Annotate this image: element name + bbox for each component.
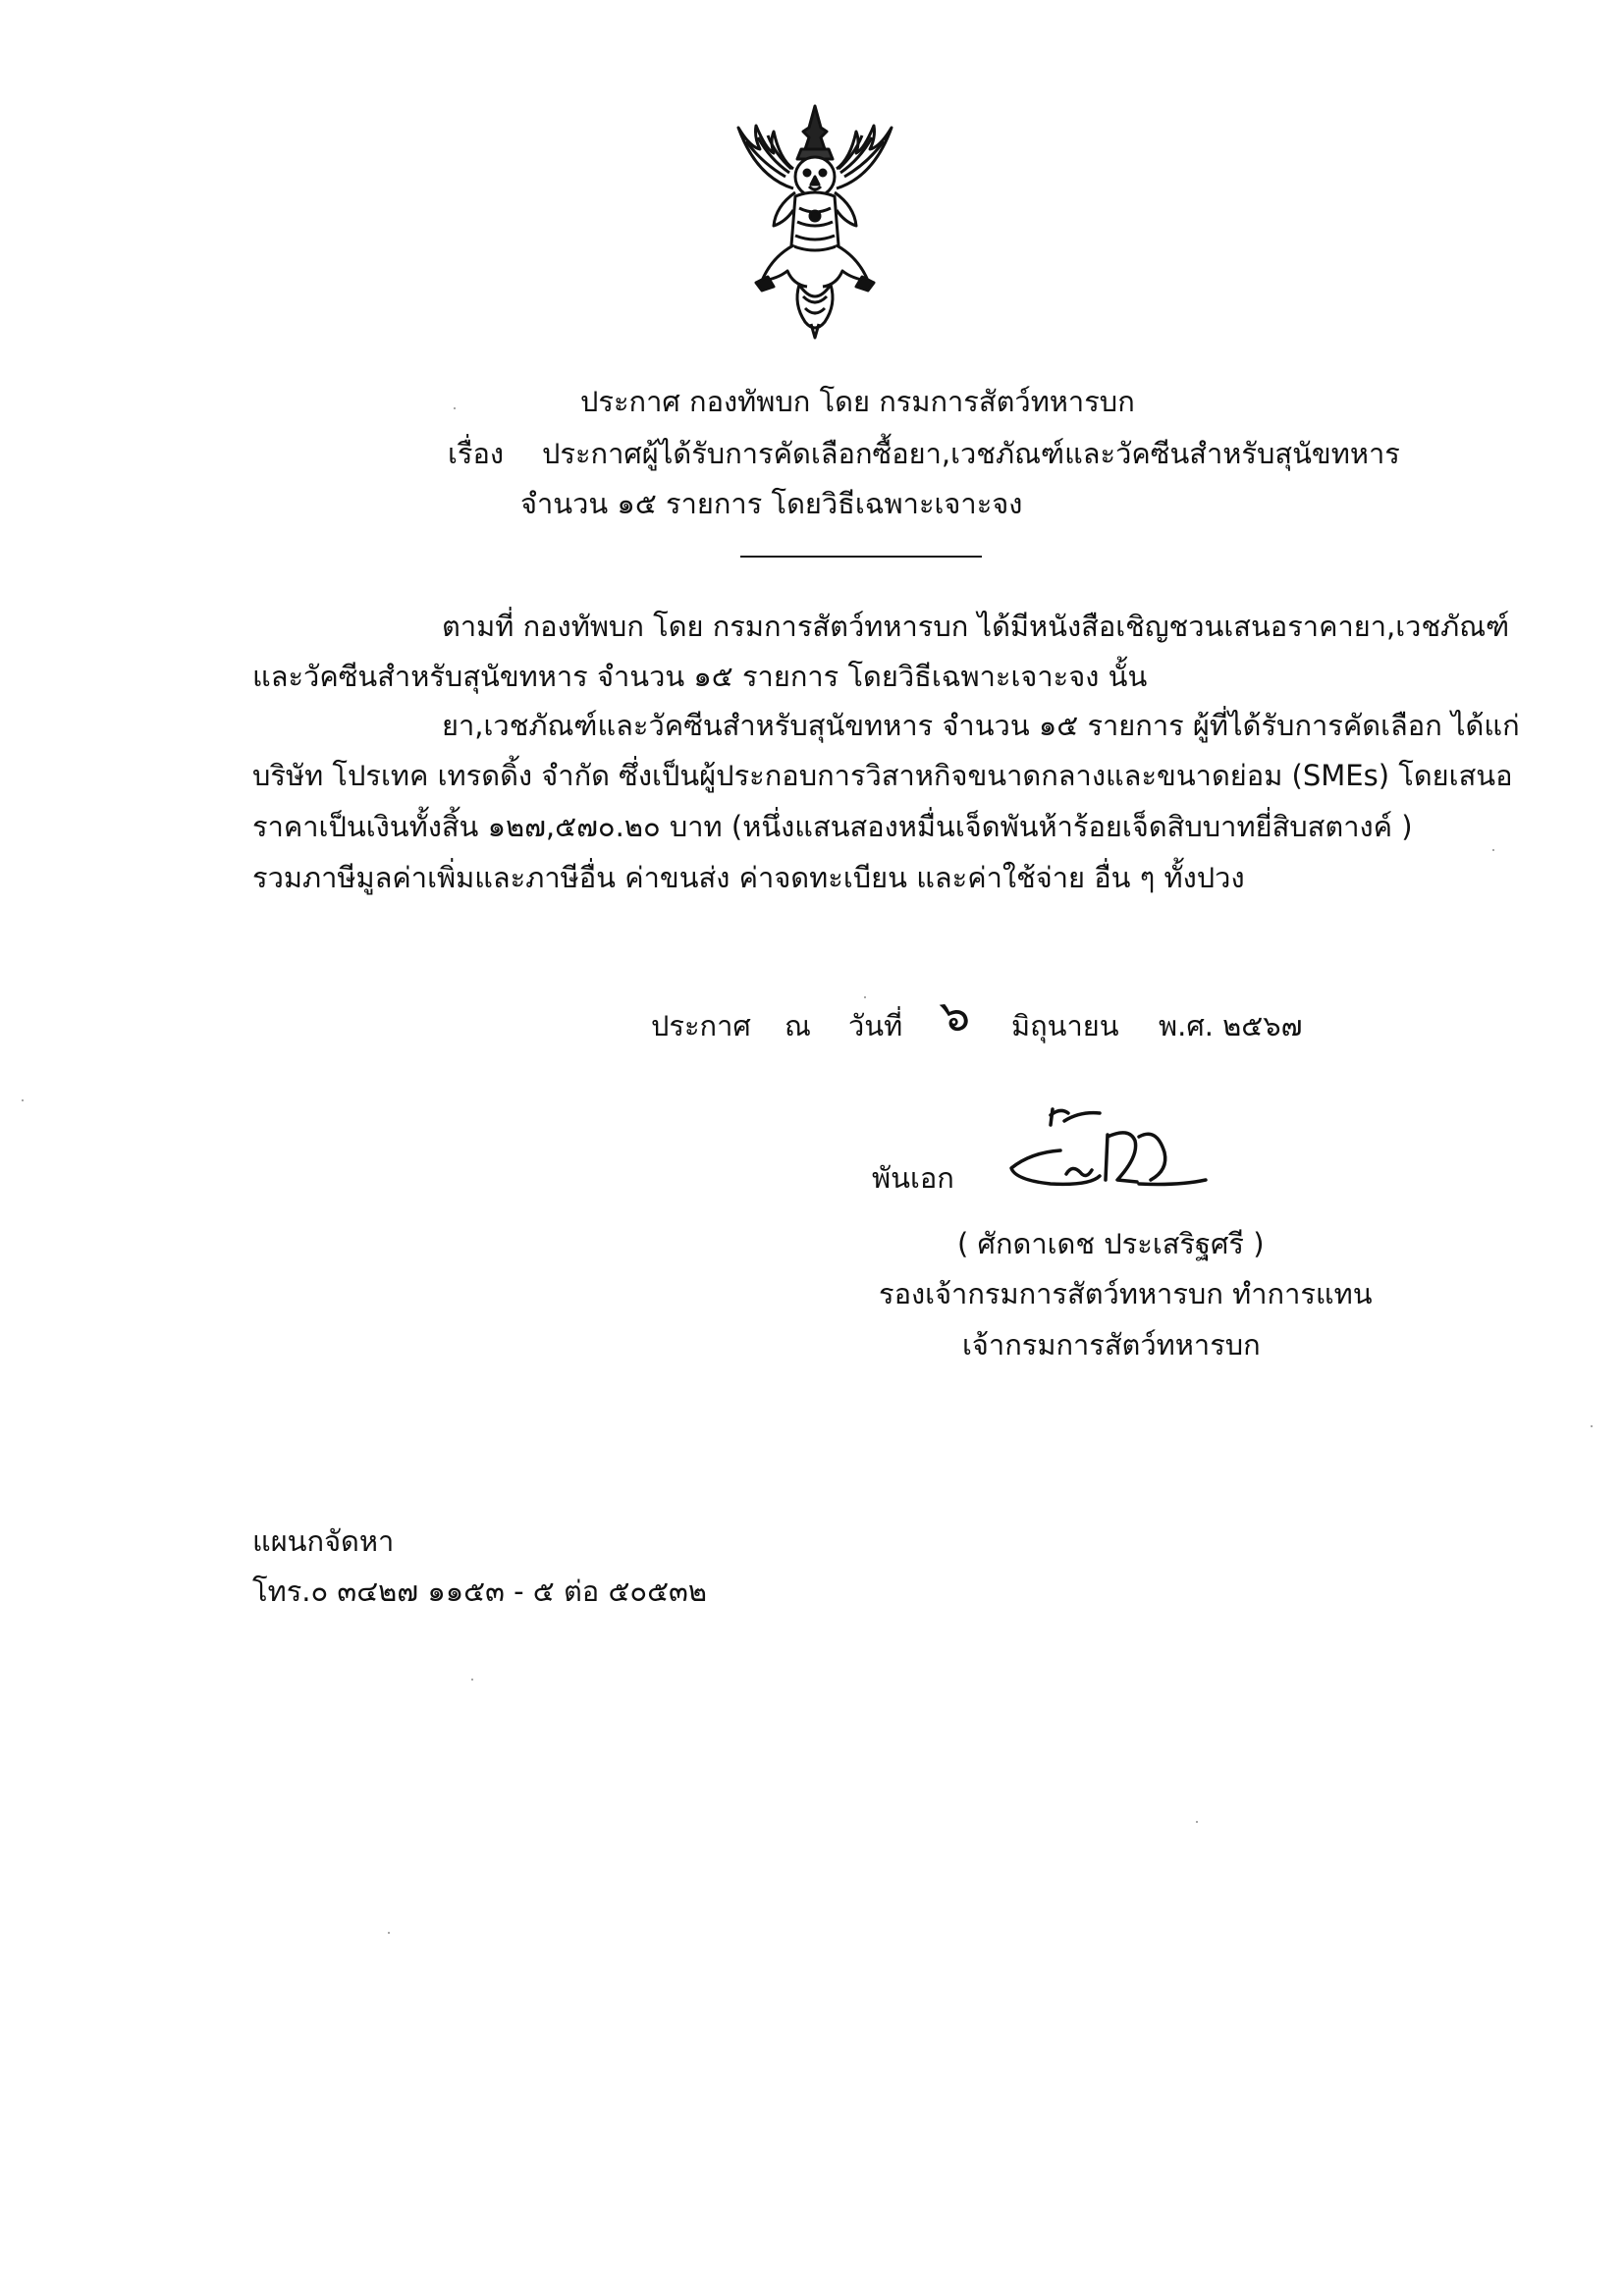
footer-phone: โทร.๐ ๓๔๒๗ ๑๑๕๓ - ๕ ต่อ ๕๐๕๓๒ — [252, 1575, 707, 1608]
paragraph-1-line-1: ตามที่ กองทัพบก โดย กรมการสัตว์ทหารบก ได้มีหนังสือเชิญชวนเสนอราคายา,เวชภัณฑ์ — [442, 610, 1510, 643]
scan-speck — [1492, 849, 1494, 851]
paragraph-2-line-4: รวมภาษีมูลค่าเพิ่มและภาษีอื่น ค่าขนส่ง ค่าจดทะเบียน และค่าใช้จ่าย อื่น ๆ ทั้งปวง — [252, 861, 1245, 894]
scan-speck — [388, 1932, 390, 1934]
date-day-label: วันที่ — [848, 1009, 903, 1042]
subject-line-1: ประกาศผู้ได้รับการคัดเลือกซื้อยา,เวชภัณฑ์และวัคซีนสำหรับสุนัขทหาร — [542, 437, 1400, 470]
footer-department: แผนกจัดหา — [252, 1524, 395, 1558]
scan-speck — [22, 1099, 24, 1101]
signature-rank: พันเอก — [872, 1161, 954, 1195]
scan-speck — [471, 1679, 473, 1681]
date-at-label: ณ — [784, 1009, 811, 1042]
paragraph-1-line-2: และวัคซีนสำหรับสุนัขทหาร จำนวน ๑๕ รายการ โดยวิธีเฉพาะเจาะจง นั้น — [252, 660, 1148, 693]
subject-line-2: จำนวน ๑๕ รายการ โดยวิธีเฉพาะเจาะจง — [520, 487, 1023, 520]
paragraph-2-line-2: บริษัท โปรเทค เทรดดิ้ง จำกัด ซึ่งเป็นผู้ประกอบการวิสาหกิจขนาดกลางและขนาดย่อม (SMEs) โดยเสนอ — [252, 759, 1513, 792]
title-divider — [740, 556, 982, 558]
subject-label: เรื่อง — [448, 437, 505, 470]
signatory-position-line-1: รองเจ้ากรมการสัตว์ทหารบก ทำการแทน — [879, 1277, 1373, 1310]
date-day-handwritten: ๖ — [937, 987, 973, 1043]
announcement-title: ประกาศ กองทัพบก โดย กรมการสัตว์ทหารบก — [580, 385, 1135, 418]
scan-speck — [864, 996, 866, 998]
date-year: พ.ศ. ๒๕๖๗ — [1159, 1009, 1303, 1042]
handwritten-signature — [992, 1097, 1227, 1215]
garuda-emblem-icon — [717, 98, 913, 344]
date-month: มิถุนายน — [1011, 1009, 1119, 1042]
scan-speck — [1591, 1425, 1593, 1427]
paragraph-2-line-1: ยา,เวชภัณฑ์และวัคซีนสำหรับสุนัขทหาร จำนวน ๑๕ รายการ ผู้ที่ได้รับการคัดเลือก ได้แก่ — [442, 709, 1520, 742]
date-announce-label: ประกาศ — [651, 1009, 751, 1042]
paragraph-2-line-3: ราคาเป็นเงินทั้งสิ้น ๑๒๗,๕๗๐.๒๐ บาท (หนึ่งแสนสองหมื่นเจ็ดพันห้าร้อยเจ็ดสิบบาทยี่สิบสตางค์ ) — [252, 810, 1413, 843]
signatory-name: ( ศักดาเดช ประเสริฐศรี ) — [957, 1227, 1265, 1260]
scan-speck — [1196, 1821, 1198, 1823]
scan-speck — [454, 407, 456, 409]
signatory-position-line-2: เจ้ากรมการสัตว์ทหารบก — [962, 1328, 1261, 1362]
